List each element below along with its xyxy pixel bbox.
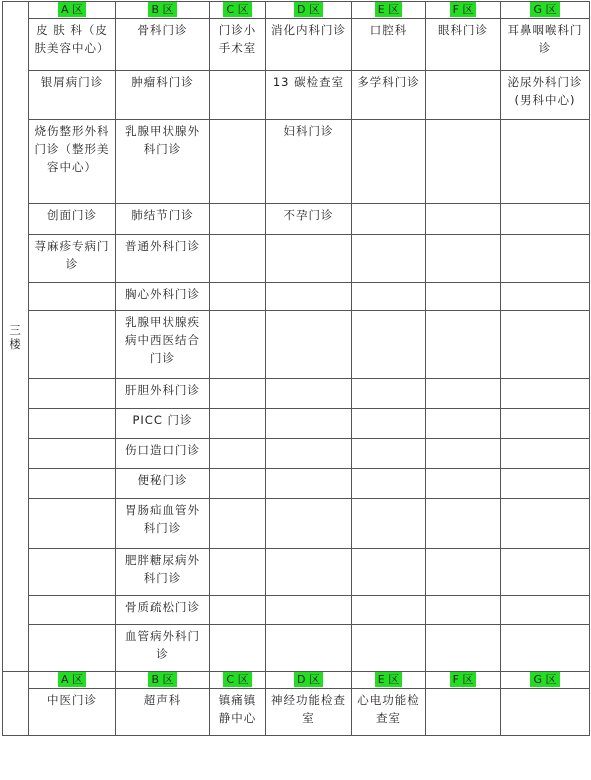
department-cell: 肥胖糖尿病外科门诊: [116, 549, 210, 596]
department-cell: 神经功能检查室: [266, 689, 352, 736]
department-table: [2, 1, 590, 736]
department-row: [3, 549, 590, 596]
department-cell: 泌尿外科门诊(男科中心): [501, 71, 590, 120]
department-cell: [266, 283, 352, 311]
department-row: [3, 120, 590, 204]
department-cell: [266, 549, 352, 596]
zone-label: B 区: [148, 2, 176, 17]
zone-header-row: [3, 2, 590, 19]
zone-header-cell: [426, 672, 501, 689]
zone-header-cell: [29, 672, 116, 689]
department-row: [3, 71, 590, 120]
department-cell: [426, 499, 501, 549]
department-cell: [266, 311, 352, 379]
department-cell: [352, 439, 426, 469]
department-cell: [29, 469, 116, 499]
department-cell: 消化内科门诊: [266, 19, 352, 71]
department-cell: [210, 120, 266, 204]
department-cell: [266, 499, 352, 549]
department-cell: [501, 379, 590, 409]
department-cell: [426, 549, 501, 596]
department-cell: [426, 235, 501, 283]
department-cell: 心电功能检查室: [352, 689, 426, 736]
department-cell: PICC 门诊: [116, 409, 210, 439]
department-row: [3, 19, 590, 71]
department-cell: 眼科门诊: [426, 19, 501, 71]
department-cell: 便秘门诊: [116, 469, 210, 499]
department-cell: 肝胆外科门诊: [116, 379, 210, 409]
department-cell: 13 碳检查室: [266, 71, 352, 120]
department-cell: 骨质疏松门诊: [116, 596, 210, 625]
department-cell: [352, 409, 426, 439]
department-row: [3, 204, 590, 235]
department-cell: [29, 439, 116, 469]
department-cell: [501, 469, 590, 499]
zone-header-cell: [352, 672, 426, 689]
department-cell: [210, 439, 266, 469]
department-cell: [501, 283, 590, 311]
department-cell: [426, 71, 501, 120]
zone-label: E 区: [375, 2, 402, 17]
zone-label: E 区: [375, 672, 402, 687]
department-cell: 肺结节门诊: [116, 204, 210, 235]
department-cell: [210, 204, 266, 235]
department-cell: [352, 549, 426, 596]
zone-header-cell: [29, 2, 116, 19]
department-cell: [501, 204, 590, 235]
department-cell: [29, 311, 116, 379]
department-cell: [266, 235, 352, 283]
department-cell: [266, 439, 352, 469]
bottom-department-row: [3, 689, 590, 736]
zone-header-cell: [266, 2, 352, 19]
department-cell: [210, 625, 266, 672]
department-cell: [29, 409, 116, 439]
department-cell: [352, 499, 426, 549]
department-cell: [210, 469, 266, 499]
department-cell: [352, 379, 426, 409]
department-row: [3, 311, 590, 379]
department-cell: [352, 469, 426, 499]
zone-label: D 区: [294, 672, 323, 687]
department-cell: [501, 689, 590, 736]
department-cell: [501, 311, 590, 379]
department-cell: [210, 499, 266, 549]
department-cell: 耳鼻咽喉科门诊: [501, 19, 590, 71]
department-cell: [29, 379, 116, 409]
department-row: [3, 499, 590, 549]
department-cell: [426, 689, 501, 736]
department-cell: [426, 311, 501, 379]
zone-header-cell: [266, 672, 352, 689]
department-cell: 骨科门诊: [116, 19, 210, 71]
department-cell: [352, 204, 426, 235]
department-cell: [501, 120, 590, 204]
department-cell: 超声科: [116, 689, 210, 736]
department-cell: [501, 596, 590, 625]
department-cell: 胸心外科门诊: [116, 283, 210, 311]
department-cell: 血管病外科门诊: [116, 625, 210, 672]
zone-header-cell: [501, 672, 590, 689]
department-row: [3, 469, 590, 499]
department-cell: [266, 409, 352, 439]
zone-label: D 区: [294, 2, 323, 17]
department-cell: [29, 596, 116, 625]
zone-label: A 区: [58, 2, 86, 17]
department-cell: 伤口造口门诊: [116, 439, 210, 469]
department-cell: [501, 499, 590, 549]
department-cell: [210, 596, 266, 625]
department-cell: [266, 625, 352, 672]
department-cell: 创面门诊: [29, 204, 116, 235]
department-cell: 门诊小手术室: [210, 19, 266, 71]
department-cell: [426, 596, 501, 625]
bottom-zone-header-row: [3, 672, 590, 689]
floor-cell-empty: [3, 672, 29, 736]
zone-label: G 区: [530, 672, 559, 687]
department-cell: [426, 379, 501, 409]
department-cell: [210, 283, 266, 311]
zone-header-cell: [116, 672, 210, 689]
department-row: [3, 379, 590, 409]
zone-header-cell: [210, 672, 266, 689]
department-cell: 烧伤整形外科门诊（整形美容中心）: [29, 120, 116, 204]
department-cell: [426, 204, 501, 235]
department-cell: [426, 120, 501, 204]
department-cell: 镇痛镇静中心: [210, 689, 266, 736]
zone-label: G 区: [530, 2, 559, 17]
department-cell: [426, 469, 501, 499]
floor-label: 三楼: [3, 2, 29, 672]
department-row: [3, 283, 590, 311]
zone-label: A 区: [58, 672, 86, 687]
zone-header-cell: [426, 2, 501, 19]
department-cell: 胃肠疝血管外科门诊: [116, 499, 210, 549]
department-cell: [352, 120, 426, 204]
zone-label: B 区: [148, 672, 176, 687]
department-cell: [210, 379, 266, 409]
department-cell: [266, 469, 352, 499]
department-cell: [210, 71, 266, 120]
department-cell: 普通外科门诊: [116, 235, 210, 283]
department-row: [3, 439, 590, 469]
department-cell: [352, 235, 426, 283]
department-cell: [29, 499, 116, 549]
department-cell: 口腔科: [352, 19, 426, 71]
department-cell: [501, 235, 590, 283]
department-cell: 中医门诊: [29, 689, 116, 736]
department-cell: 乳腺甲状腺疾病中西医结合门诊: [116, 311, 210, 379]
department-cell: [352, 596, 426, 625]
department-row: [3, 409, 590, 439]
zone-label: C 区: [223, 2, 251, 17]
zone-header-cell: [116, 2, 210, 19]
department-cell: [29, 549, 116, 596]
department-cell: [210, 235, 266, 283]
department-cell: [501, 439, 590, 469]
department-cell: [501, 549, 590, 596]
department-row: [3, 596, 590, 625]
zone-header-cell: [501, 2, 590, 19]
department-cell: [426, 439, 501, 469]
department-cell: 妇科门诊: [266, 120, 352, 204]
zone-label: F 区: [450, 672, 477, 687]
zone-label: C 区: [223, 672, 251, 687]
department-cell: [266, 596, 352, 625]
department-cell: [210, 549, 266, 596]
department-cell: [352, 283, 426, 311]
department-cell: [266, 379, 352, 409]
department-cell: [29, 625, 116, 672]
department-cell: [426, 409, 501, 439]
zone-label: F 区: [450, 2, 477, 17]
department-cell: [29, 283, 116, 311]
department-cell: [210, 409, 266, 439]
department-row: [3, 235, 590, 283]
zone-header-cell: [210, 2, 266, 19]
department-cell: [352, 311, 426, 379]
department-cell: [501, 409, 590, 439]
department-cell: 乳腺甲状腺外科门诊: [116, 120, 210, 204]
department-cell: 多学科门诊: [352, 71, 426, 120]
department-cell: 不孕门诊: [266, 204, 352, 235]
department-cell: [352, 625, 426, 672]
department-cell: [501, 625, 590, 672]
department-cell: 银屑病门诊: [29, 71, 116, 120]
department-row: [3, 625, 590, 672]
department-cell: [426, 283, 501, 311]
department-cell: 肿瘤科门诊: [116, 71, 210, 120]
department-cell: 荨麻疹专病门诊: [29, 235, 116, 283]
department-cell: 皮 肤 科（皮肤美容中心）: [29, 19, 116, 71]
department-cell: [210, 311, 266, 379]
zone-header-cell: [352, 2, 426, 19]
department-cell: [426, 625, 501, 672]
